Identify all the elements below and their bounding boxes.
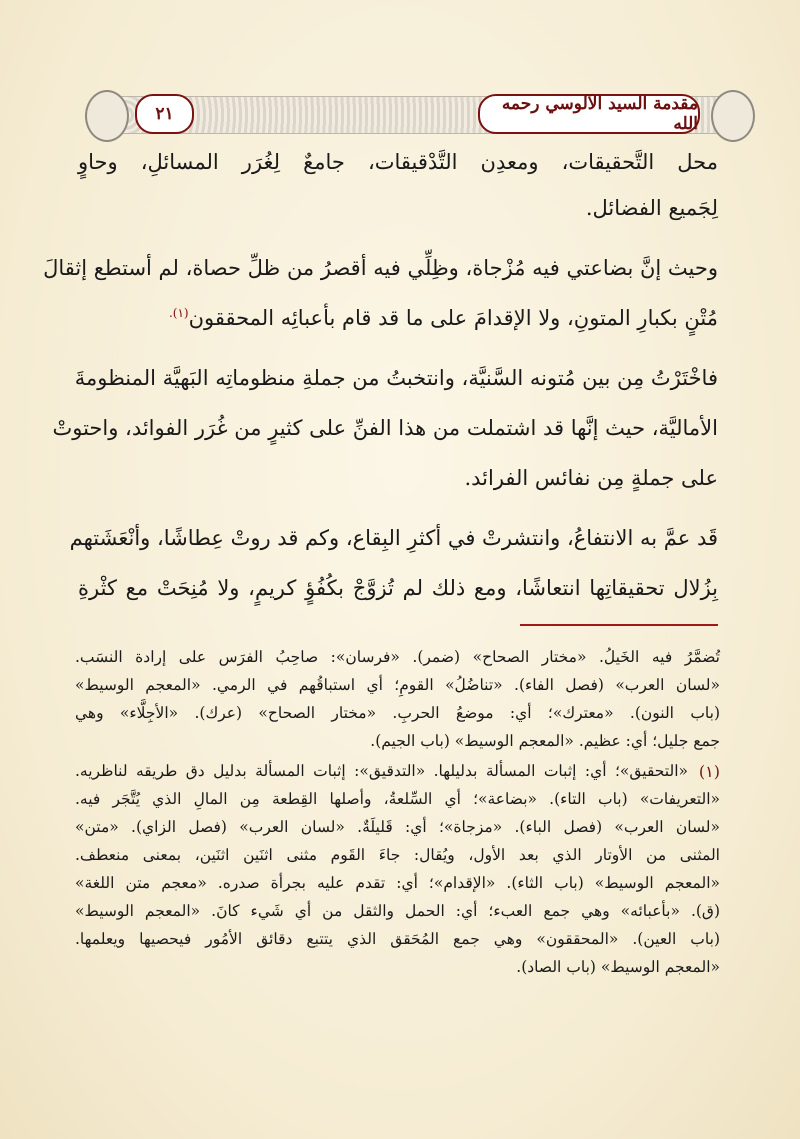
text-line: الأماليَّة، حيث إنَّها قد اشتملت من هذا الفنِّ على كثيرٍ من غُرَر الفوائد، واحتوتْ [52, 416, 718, 440]
footnote-line: «لسان العرب» (فصل الباء). «مزجاة»؛ أي: قَليلَةٌ. «لسان العرب» (فصل الزاي). «متن» [75, 818, 720, 836]
footnote-line: المثنى من الأوتار الذي بعد الأول، ويُقال: جاءَ القَوم مثنى اثنَين اثنَين، بمعنى منعطف. [75, 846, 720, 864]
footnote-continued [75, 648, 720, 758]
text-line: على جملةٍ مِن نفائس الفرائد. [464, 466, 718, 490]
footnote-line: تُضمَّرُ فيه الخَيلُ. «مختار الصحاح» (ضمر). «فرسان»: صاحِبُ الفرَس على إرادة النسَب. [75, 648, 720, 666]
text-segment: مُتْنٍ بكبارِ المتونِ، ولا الإقدامَ على ما قد قام بأعبائِه المحققون [188, 306, 718, 330]
footnote-line: «التحقيق»؛ أي: إثبات المسألة بدليلها. «التدقيق»: إثبات المسألة بدليل دق طريقه لناظريه. [75, 762, 688, 780]
running-title: مقدمة السيد الآلوسي رحمه الله [478, 94, 700, 134]
text-line: محل التَّحقيقات، ومعدِن التَّدْقيقات، جامعٌ لِغُرَر المسائلِ، وحاوٍ [78, 150, 718, 174]
footnote-line: «لسان العرب» (فصل الفاء). «تناضُلُ» القومِ؛ أي استباقُهم في الرمي. «المعجم الوسيط» [75, 676, 720, 694]
footnote-1 [75, 762, 720, 992]
text-line: قَد عمَّ به الانتفاعُ، وانتشرتْ في أكثرِ البِقاع، وكم قد روتْ عِطاشًا، وأنْعَشَتهم [69, 526, 718, 550]
ornament-right-icon [711, 90, 755, 142]
text-line: لِجَميع الفضائل. [585, 196, 718, 220]
footnote-line: جمع جليل؛ أي: عظيم. «المعجم الوسيط» (باب الجيم). [370, 732, 720, 750]
footnote-line: «المعجم الوسيط» (باب الصاد). [516, 958, 720, 976]
footnote-line: (باب العين). «المحققون» وهي جمع المُحَقق الذي يتتبع دقائق الأمُور فيحصيها ويعلمها. [75, 930, 720, 948]
footnote-ref[interactable]: (١). [168, 306, 189, 320]
page-number: ٢١ [135, 94, 194, 134]
text-line [78, 306, 718, 330]
text-line: بِزُلال تحقيقاتِها انتعاشًا، ومع ذلك لم تُزوَّجْ بكُفُؤٍ كريمٍ، ولا مُنِحَتْ مع كثْرةِ [78, 576, 718, 600]
text-line: فاخْتَرْتُ مِن بين مُتونه السَّنيَّة، وانتخبتُ من جملةِ منظوماتِه البَهيَّة المنظومةَ [74, 366, 718, 390]
page-header [85, 88, 755, 140]
footnote-line: «التعريفات» (باب التاء). «بضاعة»؛ أي السِّلعةُ، وأصلها القِطعة مِن المالِ الذي يُتَّجَر فيه. [75, 790, 720, 808]
footnote-line: (باب النون). «معترك»؛ أي: موضعُ الحربِ. «مختار الصحاح» (عرك). «الأجِلَّاء» وهي [75, 704, 720, 722]
footnote-number: (١) [698, 762, 720, 781]
text-line: وحيث إنَّ بضاعتي فيه مُزْجاة، وظِلِّي فيه أقصرُ من ظلِّ حصاة، لم أستطع إثقالَ [43, 256, 718, 280]
footnote-separator [520, 624, 718, 626]
footnote-line: (ق). «بأعبائه» وهي جمع العبء؛ أي: الحمل والثقل من أي شَيء كانَ. «المعجم الوسيط» [75, 902, 720, 920]
ornament-left-icon [85, 90, 129, 142]
footnote-line: «المعجم الوسيط» (باب الثاء). «الإقدام»؛ أي: تقدم عليه بجرأة صدره. «معجم متن اللغة» [75, 874, 720, 892]
